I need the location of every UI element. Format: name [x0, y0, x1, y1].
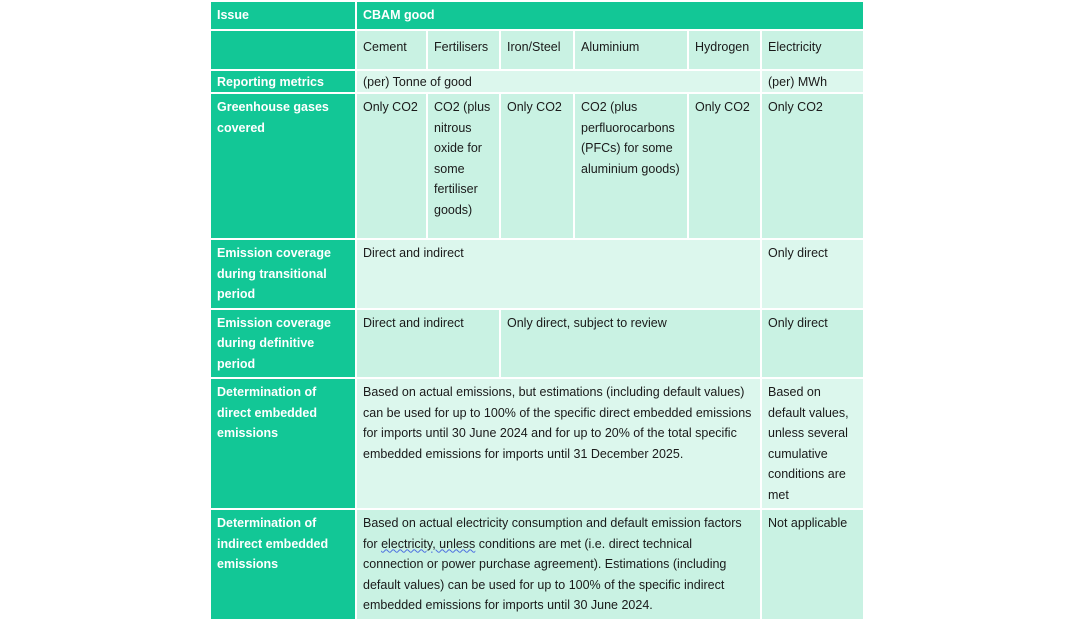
- transitional-value: Direct and indirect: [357, 240, 760, 308]
- good-hydrogen: Hydrogen: [689, 31, 760, 69]
- indirect-determination-electricity: Not applicable: [762, 510, 863, 619]
- goods-row-label: [211, 31, 355, 69]
- reporting-metrics-electricity: (per) MWh: [762, 71, 863, 93]
- definitive-electricity: Only direct: [762, 310, 863, 378]
- cbam-good-header: CBAM good: [357, 2, 863, 29]
- definitive-other-goods: Only direct, subject to review: [501, 310, 760, 378]
- ghg-fertilisers: CO2 (plus nitrous oxide for some fertiliser goods): [428, 94, 499, 238]
- good-electricity: Electricity: [762, 31, 863, 69]
- ghg-cement: Only CO2: [357, 94, 426, 238]
- ghg-iron-steel: Only CO2: [501, 94, 573, 238]
- indirect-determination-row: [211, 510, 863, 619]
- indirect-determination-value: [357, 510, 760, 619]
- indirect-text-end: conditions are met (i.e. direct technical connection or power purchase agreement). Estimations (including default values) can be used for up to 100% of the specific indirect embedded emissions for imports until 30 June 2024.: [363, 536, 727, 612]
- ghg-electricity: Only CO2: [762, 94, 863, 238]
- definitive-row: [211, 310, 863, 378]
- ghg-hydrogen: Only CO2: [689, 94, 760, 238]
- header-row: [211, 2, 863, 29]
- issue-header: Issue: [211, 2, 355, 29]
- cbam-comparison-table: [209, 0, 865, 621]
- direct-determination-electricity: Based on default values, unless several cumulative conditions are met: [762, 379, 863, 508]
- good-aluminium: Aluminium: [575, 31, 687, 69]
- transitional-electricity: Only direct: [762, 240, 863, 308]
- good-cement: Cement: [357, 31, 426, 69]
- definitive-cement-fertilisers: Direct and indirect: [357, 310, 499, 378]
- direct-determination-row: [211, 379, 863, 508]
- reporting-metrics-row: [211, 71, 863, 93]
- transitional-label: Emission coverage during transitional period: [211, 240, 355, 308]
- definitive-label: Emission coverage during definitive period: [211, 310, 355, 378]
- indirect-text-start: Based on actual electricity consumption and default emission factors for: [363, 516, 742, 551]
- spellcheck-underlined-text: electricity, unless: [381, 536, 476, 551]
- good-fertilisers: Fertilisers: [428, 31, 499, 69]
- ghg-aluminium: CO2 (plus perfluorocarbons (PFCs) for some aluminium goods): [575, 94, 687, 238]
- ghg-row: [211, 94, 863, 238]
- transitional-row: [211, 240, 863, 308]
- good-iron-steel: Iron/Steel: [501, 31, 573, 69]
- reporting-metrics-value: (per) Tonne of good: [357, 71, 760, 93]
- direct-determination-value: Based on actual emissions, but estimations (including default values) can be used for up to 100% of the specific direct embedded emissions for imports until 30 June 2024 and for up to 20% of the total specific embedded emissions for imports until 31 December 2025.: [357, 379, 760, 508]
- reporting-metrics-label: Reporting metrics: [211, 71, 355, 93]
- goods-row: [211, 31, 863, 69]
- ghg-label: Greenhouse gases covered: [211, 94, 355, 238]
- indirect-determination-label: Determination of indirect embedded emissions: [211, 510, 355, 619]
- direct-determination-label: Determination of direct embedded emissions: [211, 379, 355, 508]
